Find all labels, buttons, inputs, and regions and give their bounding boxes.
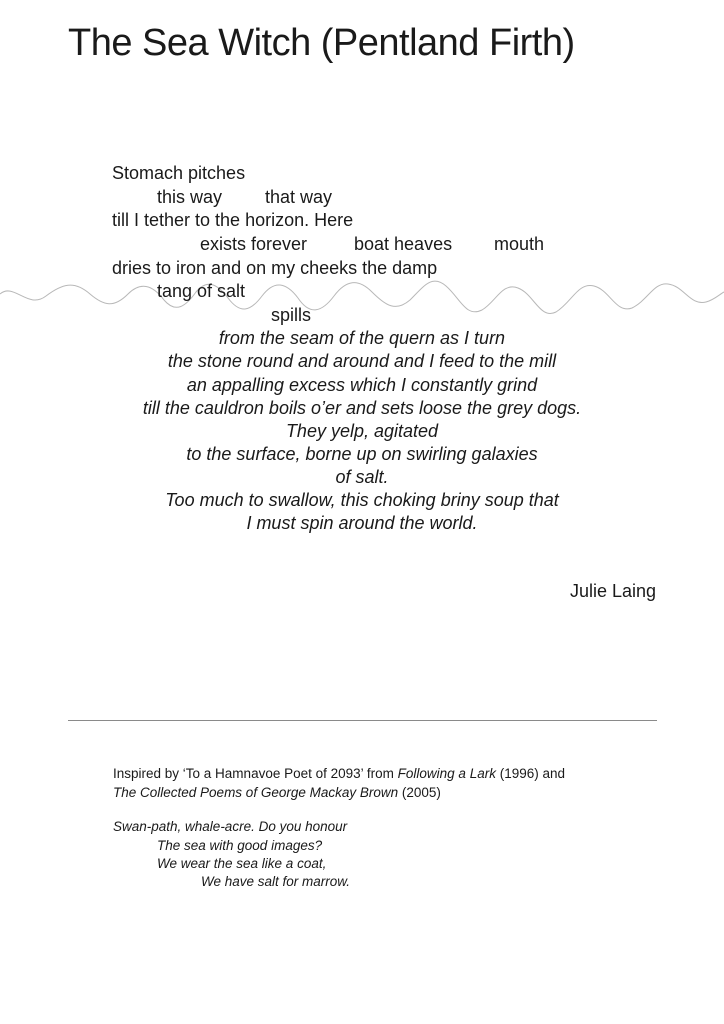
quote-line: Swan-path, whale-acre. Do you honour bbox=[113, 819, 348, 834]
divider bbox=[68, 720, 657, 721]
poem-italic-line: from the seam of the quern as I turn bbox=[218, 328, 506, 348]
inspiration-note-line-2 bbox=[113, 783, 441, 802]
poem-line-1: Stomach pitches bbox=[112, 163, 246, 183]
poem-italic-line: of salt. bbox=[335, 467, 389, 487]
poem-italic-line: to the surface, borne up on swirling galaxies bbox=[186, 444, 538, 464]
poem-italic-line: Too much to swallow, this choking briny soup that bbox=[165, 490, 559, 510]
poem-italic-line: till the cauldron boils o’er and sets loose the grey dogs. bbox=[142, 398, 582, 418]
wave-line-decoration bbox=[0, 272, 724, 332]
note-book-2: The Collected Poems of George Mackay Brown bbox=[113, 785, 399, 800]
inspiration-note-line-1 bbox=[113, 764, 565, 783]
poem-line-4b: boat heaves bbox=[354, 234, 453, 254]
note-book-1: Following a Lark bbox=[397, 766, 496, 781]
poem-italic-line: They yelp, agitated bbox=[285, 421, 439, 441]
quote-line: We wear the sea like a coat, bbox=[157, 856, 327, 871]
note-suffix: (2005) bbox=[398, 785, 441, 800]
poem-line-4c: mouth bbox=[494, 234, 545, 254]
poem-line-5: dries to iron and on my cheeks the damp bbox=[112, 258, 438, 278]
poem-italic-line: an appalling excess which I constantly grind bbox=[186, 375, 538, 395]
poem-line-7: spills bbox=[271, 305, 312, 325]
poem-line-6: tang of salt bbox=[157, 281, 246, 301]
page-title: The Sea Witch (Pentland Firth) bbox=[68, 22, 575, 64]
poem-line-4a: exists forever bbox=[200, 234, 308, 254]
poem-line-2b: that way bbox=[265, 187, 333, 207]
poem-italic-line: I must spin around the world. bbox=[246, 513, 478, 533]
author-name: Julie Laing bbox=[569, 581, 656, 601]
note-mid: (1996) and bbox=[495, 766, 566, 781]
poem-line-2a: this way bbox=[157, 187, 223, 207]
poem-italic-line: the stone round and around and I feed to the mill bbox=[167, 351, 557, 371]
quote-line: We have salt for marrow. bbox=[201, 874, 351, 889]
poem-line-3: till I tether to the horizon. Here bbox=[112, 210, 354, 230]
quote-line: The sea with good images? bbox=[157, 838, 323, 853]
note-prefix: Inspired by ‘To a Hamnavoe Poet of 2093’ from bbox=[113, 766, 398, 781]
